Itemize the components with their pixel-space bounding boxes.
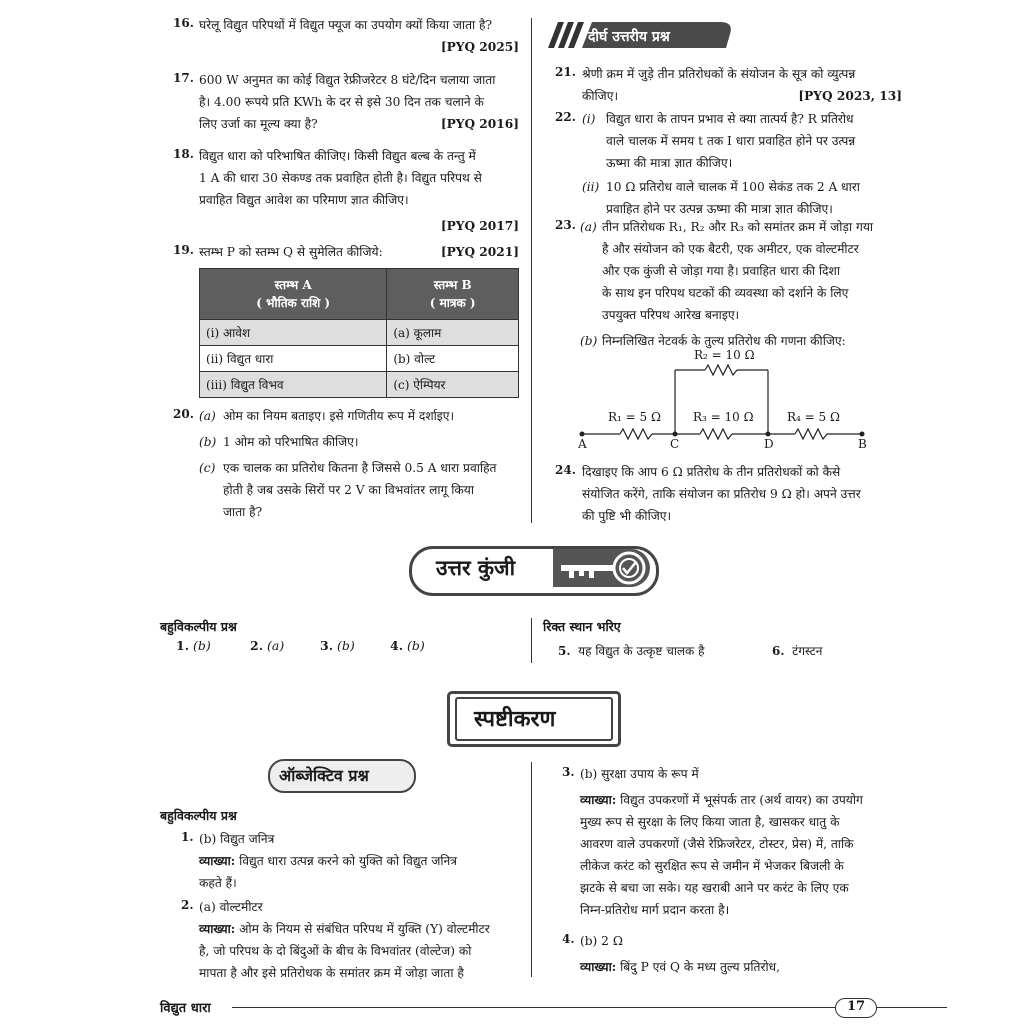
node-d — [766, 432, 771, 437]
column-b-header: स्तम्भ B ( मात्रक ) — [387, 269, 519, 320]
fill-answer: 5. यह विद्युत के उत्कृष्ट चालक है — [558, 644, 705, 658]
question-line: ऊष्मा की मात्रा ज्ञात कीजिए। — [606, 156, 733, 170]
sub-label: (a) — [580, 220, 597, 234]
column-divider — [531, 618, 532, 663]
mcq-answer: 3. (b) — [320, 638, 355, 653]
question-text: स्तम्भ P को स्तम्भ Q से सुमेलित कीजिये: — [199, 245, 383, 259]
explanation-label: व्याख्या: — [199, 922, 236, 936]
question-line: वाले चालक में समय t तक I धारा प्रवाहित होने पर उत्पन्न — [606, 134, 856, 148]
table-cell: (a) कूलाम — [387, 320, 519, 346]
question-number: 23. — [555, 218, 576, 232]
question-20 — [199, 405, 524, 523]
table-row — [200, 372, 519, 398]
explanation-number: 3. — [562, 765, 575, 779]
question-line: के साथ इन परिपथ घटकों की व्यवस्था को दर्शाने के लिए — [602, 286, 849, 300]
key-icon — [555, 549, 650, 587]
column-a-header: स्तम्भ A ( भौतिक राशि ) — [200, 269, 387, 320]
question-number: 22. — [555, 110, 576, 124]
node-a — [580, 432, 585, 437]
explanation-number: 4. — [562, 932, 575, 946]
answer-line: (a) वोल्टमीटर — [199, 900, 263, 914]
question-line: कीजिए। — [582, 89, 619, 103]
explanation-label: व्याख्या: — [580, 793, 617, 807]
question-number: 21. — [555, 65, 576, 79]
table-cell: (iii) विद्युत विभव — [200, 372, 387, 398]
fill-answer: 6. टंगस्टन — [772, 644, 823, 658]
pyq-tag: [PYQ 2021] — [440, 245, 519, 259]
explanation-line: झटके से बचा जा सके। यह खराबी आने पर करंट के लिए एक — [580, 881, 849, 895]
question-line: संयोजित करेंगे, ताकि संयोजन का प्रतिरोध 9 Ω हो। अपने उत्तर — [582, 487, 861, 501]
question-24 — [582, 461, 904, 527]
mcq-heading: बहुविकल्पीय प्रश्न — [160, 619, 237, 634]
answer-key-title: उत्तर कुंजी — [436, 555, 516, 580]
explanation-4 — [580, 930, 902, 978]
pyq-tag: [PYQ 2017] — [440, 219, 519, 233]
question-line: तीन प्रतिरोधक R₁, R₂ और R₃ को समांतर क्रम में जोड़ा गया — [602, 220, 874, 234]
question-line: लिए उर्जा का मूल्य क्या है? — [199, 117, 318, 131]
explanation-label: व्याख्या: — [580, 960, 617, 974]
footer-rule — [877, 1007, 947, 1008]
label-r2: R₂ = 10 Ω — [694, 348, 755, 362]
question-number: 20. — [173, 407, 194, 421]
question-22 — [582, 108, 904, 220]
node-label-c: C — [670, 437, 680, 451]
node-c — [673, 432, 678, 437]
node-label-b: B — [858, 437, 867, 451]
question-line: होती है जब उसके सिरों पर 2 V का विभवांतर लागू किया — [223, 483, 475, 497]
mcq-answer: 1. (b) — [176, 638, 211, 653]
node-label-a: A — [578, 437, 587, 451]
explanation-title: स्पष्टीकरण — [474, 706, 556, 732]
question-line: एक चालक का प्रतिरोध कितना है जिससे 0.5 A धारा प्रवाहित — [223, 461, 497, 475]
sub-label: (c) — [199, 461, 216, 475]
explanation-line: मापता है और इसे प्रतिरोधक के समांतर क्रम में जोड़ा जाता है — [199, 966, 464, 980]
mcq-answer: 2. (a) — [250, 638, 285, 653]
answer-line: (b) विद्युत जनित्र — [199, 832, 275, 846]
table-cell: (c) ऐम्पियर — [387, 372, 519, 398]
explanation-number: 2. — [181, 898, 194, 912]
table-cell: (i) आवेश — [200, 320, 387, 346]
resistor-r2 — [705, 365, 737, 375]
sub-label: (a) — [199, 409, 216, 423]
page-number: 17 — [847, 999, 866, 1014]
question-line: प्रवाहित होने पर उत्पन्न ऊष्मा की मात्रा ज्ञात कीजिए। — [606, 202, 833, 216]
question-line: उपयुक्त परिपथ आरेख बनाइए। — [602, 308, 740, 322]
question-23 — [580, 216, 905, 352]
explanation-1 — [199, 828, 521, 894]
question-line: निम्नलिखित नेटवर्क के तुल्य प्रतिरोध की गणना कीजिए: — [602, 334, 846, 348]
explanation-line: लीकेज करंट को सुरक्षित रूप से जमीन में भेजकर बिजली के — [580, 859, 844, 873]
match-table — [199, 268, 519, 398]
sub-label: (i) — [582, 112, 596, 126]
column-divider — [531, 18, 532, 523]
question-19 — [199, 241, 519, 263]
table-header — [200, 269, 519, 320]
question-17 — [199, 69, 519, 135]
question-number: 19. — [173, 243, 194, 257]
node-label-d: D — [764, 437, 774, 451]
explanation-line: ओम के नियम से संबंधित परिपथ में युक्ति (Y) वोल्टमीटर — [239, 922, 490, 936]
question-21 — [582, 63, 902, 107]
fill-heading: रिक्त स्थान भरिए — [543, 619, 621, 634]
pyq-tag: [PYQ 2016] — [440, 117, 519, 131]
explanation-line: विद्युत उपकरणों में भूसंपर्क तार (अर्थ वायर) का उपयोग — [620, 793, 863, 807]
explanation-line: मुख्य रूप से सुरक्षा के लिए किया जाता है, खासकर धातु के — [580, 815, 840, 829]
question-number: 16. — [173, 16, 194, 30]
objective-title: ऑब्जेक्टिव प्रश्न — [279, 766, 369, 785]
explanation-3 — [580, 763, 902, 921]
explanation-line: विद्युत धारा उत्पन्न करने को युक्ति को विद्युत जनित्र — [239, 854, 458, 868]
node-b — [860, 432, 865, 437]
question-18 — [199, 145, 519, 237]
question-number: 24. — [555, 463, 576, 477]
table-cell: (ii) विद्युत धारा — [200, 346, 387, 372]
explanation-number: 1. — [181, 830, 194, 844]
explanation-label: व्याख्या: — [199, 854, 236, 868]
question-number: 17. — [173, 71, 194, 85]
question-line: ओम का नियम बताइए। इसे गणितीय रूप में दर्शाइए। — [223, 409, 455, 423]
footer-rule — [232, 1007, 835, 1008]
resistor-r1 — [620, 429, 652, 439]
question-line: 600 W अनुमत का कोई विद्युत रेफ्रीजरेटर 8 घंटे/दिन चलाया जाता — [199, 73, 496, 87]
question-16 — [199, 14, 519, 58]
explanation-line: कहते हैं। — [199, 876, 237, 890]
answer-line: (b) 2 Ω — [580, 934, 623, 948]
sub-label: (b) — [199, 435, 217, 449]
question-line: प्रवाहित विद्युत आवेश का परिमाण ज्ञात कीजिए। — [199, 193, 409, 207]
column-divider — [531, 762, 532, 977]
label-r3: R₃ = 10 Ω — [693, 410, 754, 424]
question-line: विद्युत धारा को परिभाषित कीजिए। किसी विद्युत बल्ब के तन्तु में — [199, 149, 476, 163]
question-line: है और संयोजन को एक बैटरी, एक अमीटर, एक वोल्टमीटर — [602, 242, 859, 256]
chapter-name: विद्युत धारा — [160, 1001, 211, 1016]
table-cell: (b) वोल्ट — [387, 346, 519, 372]
pyq-tag: [PYQ 2023, 13] — [798, 89, 902, 103]
question-line: श्रेणी क्रम में जुड़े तीन प्रतिरोधकों के संयोजन के सूत्र को व्युत्पन्न — [582, 67, 856, 81]
label-r1: R₁ = 5 Ω — [608, 410, 661, 424]
label-r4: R₄ = 5 Ω — [787, 410, 840, 424]
question-line: है। 4.00 रूपये प्रति KWh के दर से इसे 30 दिन तक चलाने के — [199, 95, 484, 109]
question-line: 1 A की धारा 30 सेकण्ड तक प्रवाहित होती है। विद्युत परिपथ से — [199, 171, 482, 185]
question-text: घरेलू विद्युत परिपथों में विद्युत फ्यूज का उपयोग क्यों किया जाता है? — [199, 18, 493, 32]
table-row — [200, 346, 519, 372]
question-line: जाता है? — [223, 505, 263, 519]
explanation-2 — [199, 896, 521, 984]
question-line: की पुष्टि भी कीजिए। — [582, 509, 672, 523]
question-line: विद्युत धारा के तापन प्रभाव से क्या तात्पर्य है? R प्रतिरोध — [606, 112, 854, 126]
question-number: 18. — [173, 147, 194, 161]
mcq-answer: 4. (b) — [390, 638, 425, 653]
question-line: दिखाइए कि आप 6 Ω प्रतिरोध के तीन प्रतिरोधकों को कैसे — [582, 465, 841, 479]
question-line: 1 ओम को परिभाषित कीजिए। — [223, 435, 359, 449]
question-line: 10 Ω प्रतिरोध वाले चालक में 100 सेकंड तक 2 A धारा — [606, 180, 860, 194]
explanation-line: बिंदु P एवं Q के मध्य तुल्य प्रतिरोध, — [620, 960, 780, 974]
resistor-r3 — [700, 429, 732, 439]
explanation-line: है, जो परिपथ के दो बिंदुओं के बीच के विभवांतर (वोल्टेज) को — [199, 944, 472, 958]
table-row — [200, 320, 519, 346]
resistor-r4 — [795, 429, 827, 439]
pyq-tag: [PYQ 2025] — [440, 40, 519, 54]
sub-label: (ii) — [582, 180, 600, 194]
section-title: दीर्घ उत्तरीय प्रश्न — [588, 29, 670, 45]
explanation-line: निम्न-प्रतिरोध मार्ग प्रदान करता है। — [580, 903, 730, 917]
mcq-heading: बहुविकल्पीय प्रश्न — [160, 808, 237, 823]
explanation-line: आवरण वाले उपकरणों (जैसे रेफ्रिजरेटर, टोस्टर, प्रेस) में, ताकि — [580, 837, 854, 851]
question-line: और एक कुंजी से जोड़ा गया है। प्रवाहित धारा की दिशा — [602, 264, 840, 278]
answer-line: (b) सुरक्षा उपाय के रूप में — [580, 767, 699, 781]
sub-label: (b) — [580, 334, 598, 348]
